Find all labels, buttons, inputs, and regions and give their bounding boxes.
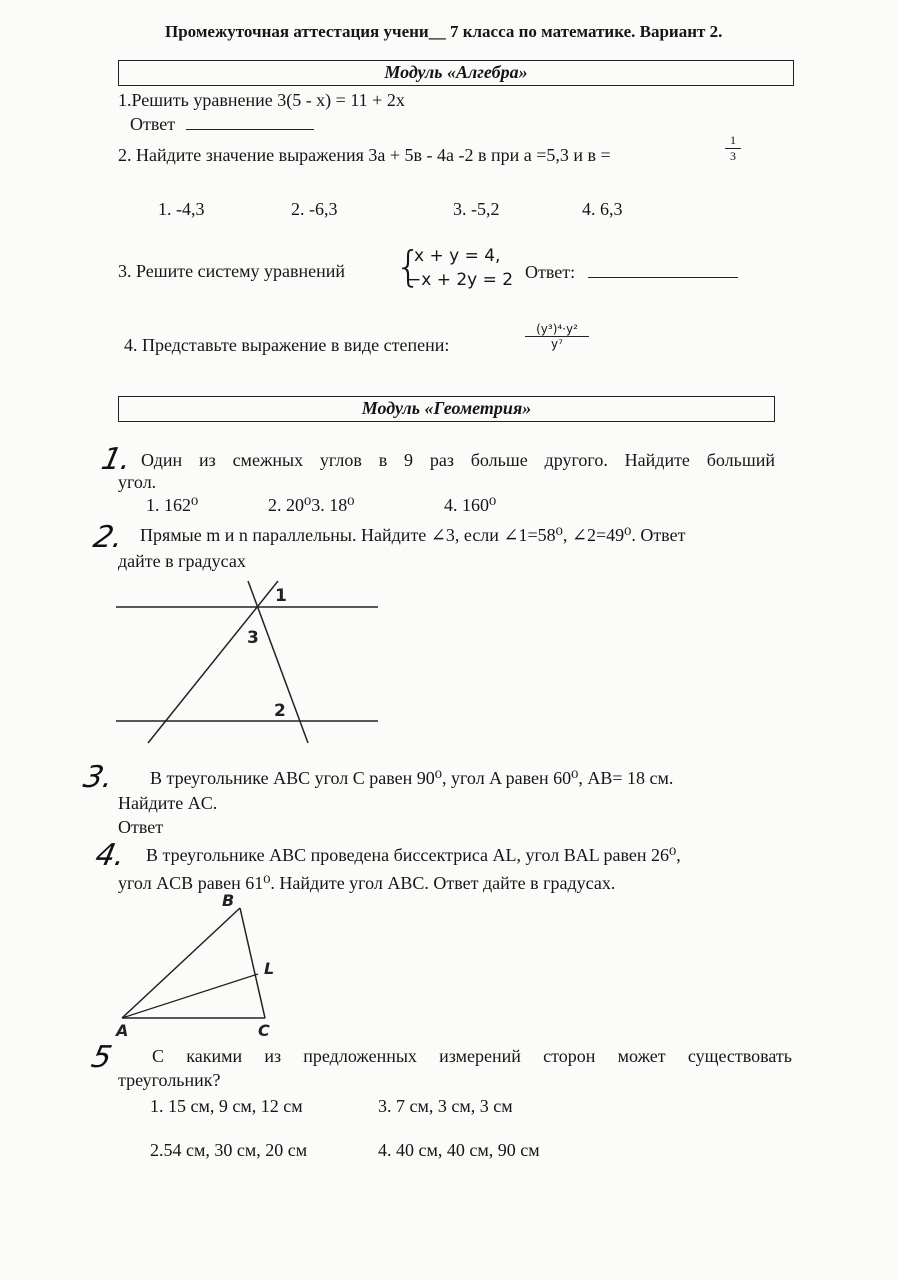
angle-label-1: 1 [275, 586, 287, 606]
algebra-q3-eq1: x + y = 4, [414, 246, 501, 266]
geometry-q3-text2: Найдите AC. [118, 793, 218, 813]
geometry-q3-text: В треугольнике ABC угол C равен 90⁰, угол A равен 60⁰, AB= 18 см. [150, 768, 674, 788]
vertex-label-c: C [258, 1021, 270, 1040]
geometry-q2-text: Прямые m и n параллельны. Найдите ∠3, если ∠1=58⁰, ∠2=49⁰. Ответ [140, 525, 686, 545]
algebra-q3-answer-blank[interactable] [588, 277, 738, 278]
algebra-q4-denominator: y⁷ [551, 337, 563, 351]
geometry-q5-option-1: 1. 15 см, 9 см, 12 см [150, 1096, 303, 1116]
geometry-q1-text2: угол. [118, 472, 157, 492]
algebra-q4-numerator: (y³)⁴·y² [525, 322, 589, 337]
geometry-q4-text2: угол ACB равен 61⁰. Найдите угол ABC. Ответ дайте в градусах. [118, 873, 616, 893]
algebra-q3-eq2: −x + 2y = 2 [407, 270, 514, 290]
vertex-label-b: B [222, 891, 235, 910]
algebra-module-title: Модуль «Алгебра» [118, 60, 794, 86]
geometry-q1-mark: 1. [98, 442, 135, 477]
algebra-q1-answer-row [130, 114, 314, 135]
algebra-q2-option-3: 3. -5,2 [453, 199, 500, 219]
point-label-l: L [264, 959, 275, 978]
algebra-q4-text: 4. Представьте выражение в виде степени: [124, 335, 450, 355]
algebra-q1-text: 1.Решить уравнение 3(5 - х) = 11 + 2х [118, 90, 405, 110]
algebra-q3-text: 3. Решите систему уравнений [118, 261, 345, 281]
angle-label-3: 3 [247, 628, 259, 648]
geometry-q2-mark: 2. [90, 520, 127, 555]
algebra-q1-answer-blank[interactable] [186, 129, 314, 130]
geometry-q1-option-4: 4. 160⁰ [444, 495, 497, 515]
geometry-q5-option-3: 3. 7 см, 3 см, 3 см [378, 1096, 513, 1116]
algebra-q2-frac-den: 3 [730, 149, 736, 163]
geometry-q2-text2: дайте в градусах [118, 551, 246, 571]
bisector-al [122, 974, 258, 1018]
side-bc [240, 908, 265, 1018]
transversal-2 [148, 581, 278, 743]
system-brace: { [395, 242, 422, 291]
algebra-q2-option-2: 2. -6,3 [291, 199, 338, 219]
algebra-q2-option-4: 4. 6,3 [582, 199, 623, 219]
geometry-module-title: Модуль «Геометрия» [118, 396, 775, 422]
algebra-q2-option-1: 1. -4,3 [158, 199, 205, 219]
geometry-q5-option-2: 2.54 см, 30 см, 20 см [150, 1140, 308, 1160]
algebra-q1-answer-label: Ответ [130, 114, 176, 134]
algebra-q2-text: 2. Найдите значение выражения 3а + 5в - 4а -2 в при а =5,3 и в = [118, 145, 611, 165]
algebra-q2-frac-num: 1 [725, 133, 741, 149]
geometry-q4-mark: 4. [92, 838, 129, 873]
geometry-q5-option-4: 4. 40 см, 40 см, 90 см [378, 1140, 540, 1160]
algebra-q2-fraction [725, 133, 741, 164]
geometry-q5-text2: треугольник? [118, 1070, 221, 1090]
geometry-q4-text: В треугольнике ABC проведена биссектриса AL, угол BAL равен 26⁰, [146, 845, 681, 865]
parallel-lines-figure [110, 575, 390, 750]
side-ab [122, 908, 240, 1018]
angle-label-2: 2 [274, 701, 286, 721]
geometry-q1-text: Один из смежных углов в 9 раз больше другого. Найдите больший [141, 450, 775, 470]
geometry-q5-mark: 5 [88, 1040, 115, 1075]
page-title: Промежуточная аттестация учени__ 7 класса по математике. Вариант 2. [165, 22, 723, 41]
geometry-q1-option-2: 2. 20⁰3. 18⁰ [268, 495, 355, 515]
geometry-q1-option-1: 1. 162⁰ [146, 495, 199, 515]
triangle-figure [110, 890, 290, 1040]
algebra-q3-answer-label: Ответ: [525, 262, 576, 282]
algebra-q3-answer-row [525, 262, 738, 283]
geometry-q3-answer-label: Ответ [118, 817, 164, 837]
geometry-q3-mark: 3. [80, 760, 117, 795]
algebra-q4-fraction [525, 322, 589, 351]
geometry-q5-text: С какими из предложенных измерений сторон может существовать [152, 1046, 792, 1066]
vertex-label-a: A [116, 1021, 129, 1040]
